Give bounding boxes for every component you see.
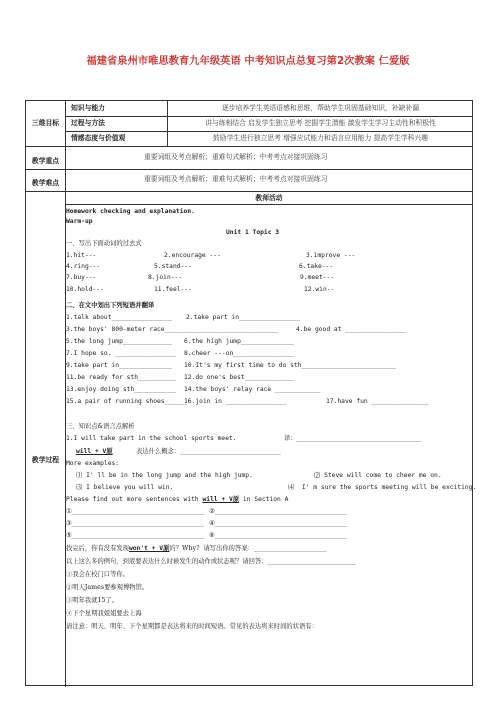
goal-content-process: 讲与练相结合 启发学生独立思考 挖掘学生潜能 激发学生学习主动性和积极性 xyxy=(205,119,436,127)
row-divider xyxy=(65,116,473,117)
phrase-item: 14.the boys' relay race ____________ xyxy=(184,386,321,393)
example-3: ⑶ I believe you will win. xyxy=(76,484,174,491)
phrase-item: 17.have fun _______________ xyxy=(326,398,429,405)
phrase-item: 10.It's my first time to do sth_________________________ xyxy=(184,362,397,369)
verb-item: 1.hit--- xyxy=(66,252,97,259)
task-1: ①我会在校门口等你。 xyxy=(66,571,129,578)
goal-name-knowledge: 知识与能力 xyxy=(71,104,105,112)
phrase-item: 9.take part in______________ xyxy=(66,362,173,369)
time-question: 以上这么多的例句，到底要表达什么时候发生的动作或状态呢？请回答：____________________________ xyxy=(66,558,356,565)
row-divider xyxy=(26,191,473,192)
wont-suffix: 的？Why? 请写出你的答案：_______________________ xyxy=(169,545,327,552)
verb-item: 7.buy--- xyxy=(66,274,97,281)
goal-content-attitude: 鼓励学生进行独立思考 增强应试能力和语言应用能力 提高学生学科兴趣 xyxy=(212,134,429,142)
will-structure-inline: will + V原 xyxy=(202,496,240,503)
example-4: ⑷ I' m sure the sports meeting will be exciting. xyxy=(288,484,477,491)
verb-item: 8.join--- xyxy=(148,274,183,281)
row-divider xyxy=(65,131,473,132)
key-points-label: 教学重点 xyxy=(31,157,60,165)
phrase-item: 6.the high jump______________ xyxy=(184,338,294,345)
goals-label: 三维目标 xyxy=(31,119,60,127)
phrase-item: 16.join in ________________ xyxy=(184,398,287,405)
phrase-item: 1.talk about________________ xyxy=(66,314,173,321)
answer-blank: ①___________________________________ xyxy=(66,508,205,515)
phrase-item: 11.be ready for sth__________ xyxy=(66,374,176,381)
verb-item: 12.win-- xyxy=(304,286,335,293)
section-2-heading: 二、在文中划出下列短语并翻译 xyxy=(66,302,155,309)
verb-item: 5.stand--- xyxy=(154,263,192,270)
find-suffix: in Section A xyxy=(242,496,289,503)
answer-blank: ⑤___________________________________ xyxy=(66,532,205,539)
phrase-item: 7.I hope so. ________________ xyxy=(66,350,176,357)
wont-prefix: 找完后，你有没有发现 xyxy=(66,545,129,552)
verb-item: 2.encourage --- xyxy=(164,252,221,259)
task-2: ②明天James要参观博物馆。 xyxy=(66,584,149,591)
find-instruction xyxy=(66,495,288,504)
verb-item: 6.take--- xyxy=(299,263,334,270)
goal-name-process: 过程与方法 xyxy=(71,119,105,127)
wont-structure: won't + V原 xyxy=(128,545,170,552)
phrase-item: 15.a pair of running shoes______ xyxy=(66,398,188,405)
task-3: ③明年我就15了。 xyxy=(66,597,119,604)
goal-name-attitude: 情感态度与价值观 xyxy=(71,134,126,142)
difficulties-content: 重要词组及考点解析；重难句式解析；中考考点对接巩固练习 xyxy=(144,175,328,183)
verb-item: 10.hold--- xyxy=(66,286,104,293)
goal-content-knowledge: 逐步培养学生英语语感和思维，帮助学生巩固基础知识，补缺补漏 xyxy=(221,104,420,112)
examples-label: More examples: xyxy=(66,460,120,467)
section-1-heading: 一、写出下面动词的过去式 xyxy=(66,240,142,247)
verb-item: 9.meet--- xyxy=(300,274,335,281)
difficulties-label: 教学难点 xyxy=(31,179,60,187)
process-label: 教学过程 xyxy=(31,456,60,464)
document-title: 福建省泉州市唯思教育九年级英语 中考知识点总复习第2次教案 仁爱版 xyxy=(86,56,410,67)
future-time-note: 请注意：明天、明年、下个星期都是表达将来的时间短语。常见的表达将来时间的状语有： xyxy=(66,623,318,630)
verb-item: 4.ring--- xyxy=(66,263,101,270)
phrase-item: 13.enjoy doing sth___________ xyxy=(66,386,176,393)
answer-blank: ②___________________________________ xyxy=(209,508,348,515)
phrase-item: 12.do one's best_____________ xyxy=(184,374,294,381)
sentence-1-translation: 译：_________________________________ xyxy=(284,435,422,442)
sentence-1: 1.I will take part in the school sports meet. xyxy=(66,435,237,442)
example-1: ⑴ I' ll be in the long jump and the high jump. xyxy=(76,472,253,479)
verb-item: 3.improve --- xyxy=(306,252,356,259)
concept-question: 表达什么概念：________________________________ xyxy=(136,448,281,455)
wont-question xyxy=(66,544,326,553)
answer-blank: ③___________________________________ xyxy=(66,520,205,527)
verb-item: 11.feel--- xyxy=(154,286,192,293)
phrase-item: 3.the boys' 800-meter race______________________________ xyxy=(66,326,279,333)
phrase-item: 8.cheer ---on________________ xyxy=(184,350,294,357)
row-divider xyxy=(26,169,473,170)
phrase-item: 2.take part in________________ xyxy=(186,314,300,321)
lesson-plan-table xyxy=(25,100,477,686)
answer-blank: ④___________________________________ xyxy=(209,520,348,527)
phrase-item: 4.be good at ________________ xyxy=(296,326,406,333)
section-3-heading: 三、知识点&语言点解析 xyxy=(66,423,135,430)
unit-heading: Unit 1 Topic 3 xyxy=(226,229,280,236)
warmup-heading: Warm-up xyxy=(66,218,93,225)
example-2: ⑵ Steve will come to cheer me on. xyxy=(314,472,442,479)
task-4: ④下个星期我姐姐要去上海 xyxy=(66,610,142,617)
answer-blank: ⑥___________________________________ xyxy=(209,532,348,539)
find-prefix: Please find out more sentences with xyxy=(66,496,199,503)
key-points-content: 重要词组及考点解析；重难句式解析；中考考点对接巩固练习 xyxy=(144,153,328,161)
homework-heading: Homework checking and explanation. xyxy=(66,208,195,215)
phrase-item: 5.the long jump_____________ xyxy=(66,338,173,345)
row-divider xyxy=(26,146,473,147)
will-structure: will + V原 xyxy=(76,448,113,455)
row-divider xyxy=(65,204,473,205)
teacher-activity-header: 教师活动 xyxy=(255,194,283,202)
